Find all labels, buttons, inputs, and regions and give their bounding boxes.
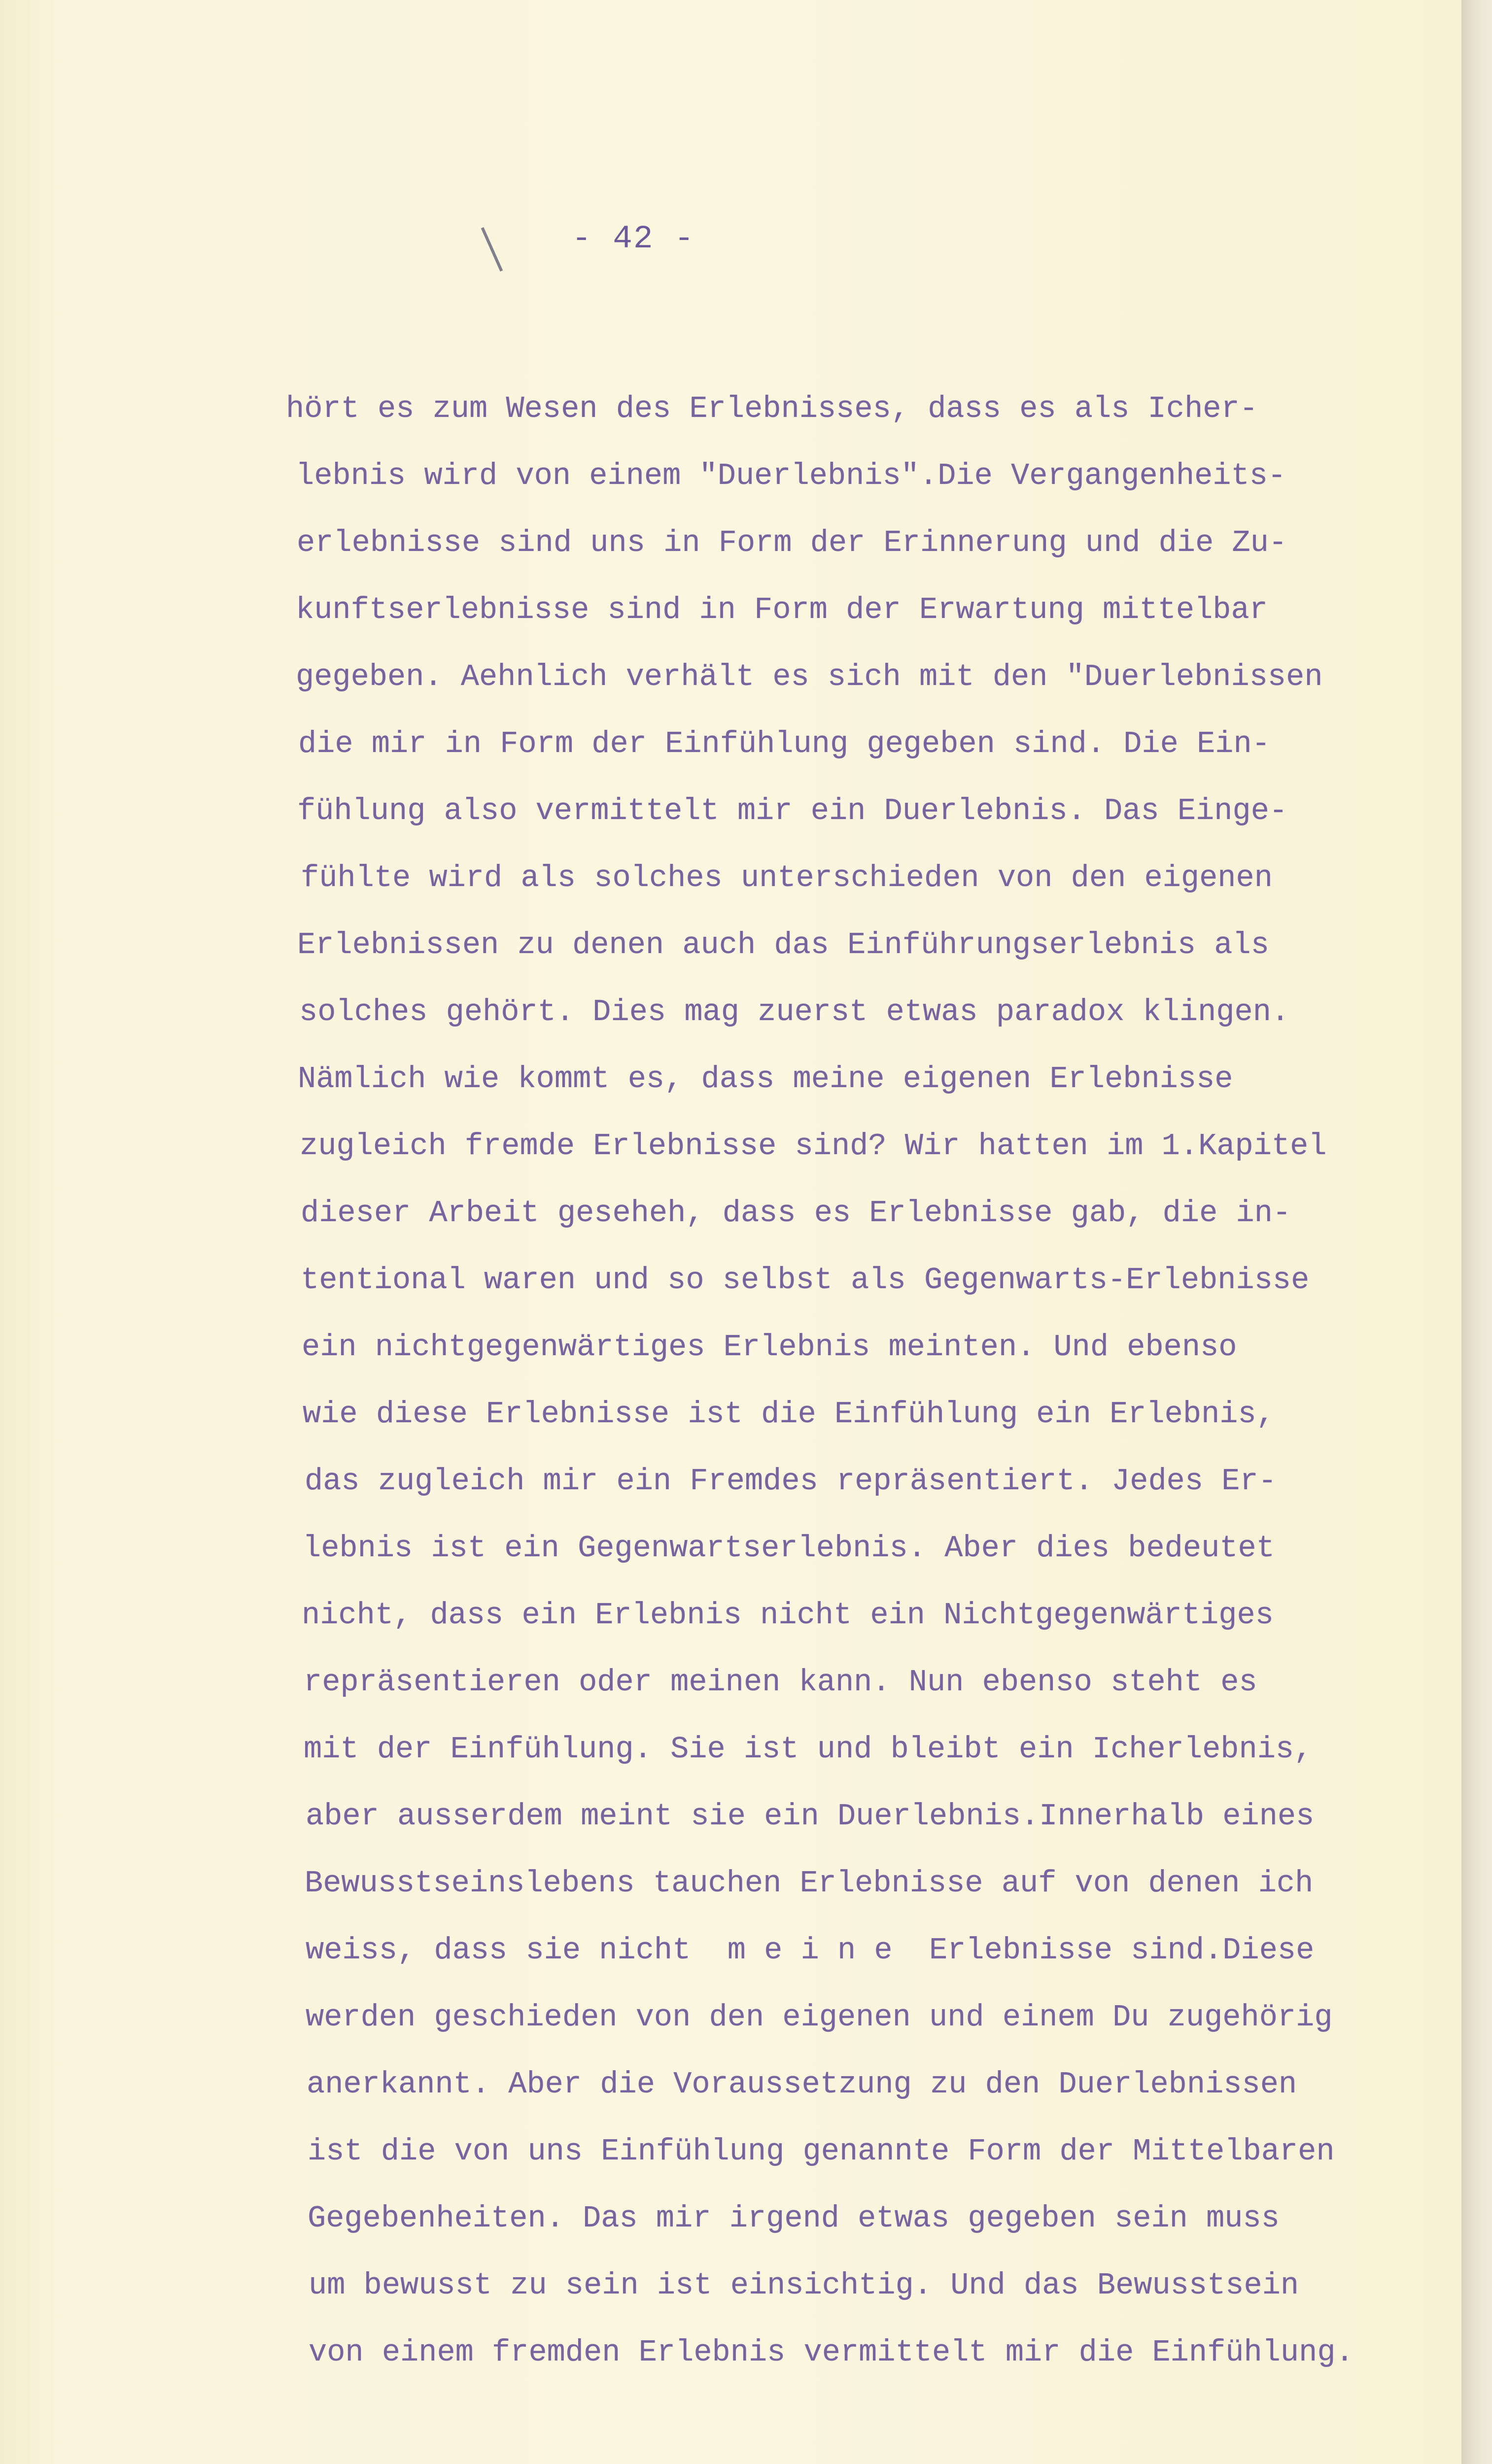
- text-line: lebnis wird von einem "Duerlebnis".Die Vergangenheits-: [296, 458, 1286, 493]
- text-line: die mir in Form der Einfühlung gegeben sind. Die Ein-: [298, 726, 1270, 761]
- text-line: Erlebnissen zu denen auch das Einführungserlebnis als: [297, 927, 1269, 962]
- page-number: - 42 -: [572, 220, 695, 257]
- text-line: aber ausserdem meint sie ein Duerlebnis.Innerhalb eines: [306, 1799, 1315, 1834]
- text-line: um bewusst zu sein ist einsichtig. Und das Bewusstsein: [309, 2268, 1299, 2303]
- text-line: Gegebenheiten. Das mir irgend etwas gegeben sein muss: [308, 2201, 1280, 2236]
- text-line: lebnis ist ein Gegenwartserlebnis. Aber dies bedeutet: [303, 1531, 1275, 1566]
- text-line: zugleich fremde Erlebnisse sind? Wir hatten im 1.Kapitel: [300, 1129, 1327, 1164]
- text-line: kunftserlebnisse sind in Form der Erwartung mittelbar: [296, 592, 1268, 627]
- text-line: erlebnisse sind uns in Form der Erinnerung und die Zu-: [297, 525, 1287, 560]
- text-line: mit der Einfühlung. Sie ist und bleibt ein Icherlebnis,: [304, 1732, 1313, 1767]
- text-line: Bewusstseinslebens tauchen Erlebnisse auf von denen ich: [305, 1866, 1314, 1901]
- text-line: ein nichtgegenwärtiges Erlebnis meinten. Und ebenso: [302, 1330, 1237, 1365]
- text-line: von einem fremden Erlebnis vermittelt mir die Einfühlung.: [309, 2335, 1354, 2370]
- text-line: gegeben. Aehnlich verhält es sich mit den "Duerlebnissen: [296, 659, 1323, 694]
- text-line: solches gehört. Dies mag zuerst etwas paradox klingen.: [299, 994, 1290, 1029]
- text-line: fühlung also vermittelt mir ein Duerlebnis. Das Einge-: [297, 793, 1288, 828]
- text-line: ist die von uns Einfühlung genannte Form der Mittelbaren: [308, 2134, 1335, 2169]
- text-line: das zugleich mir ein Fremdes repräsentiert. Jedes Er-: [305, 1464, 1277, 1499]
- text-line: Nämlich wie kommt es, dass meine eigenen Erlebnisse: [298, 1061, 1233, 1096]
- text-line: nicht, dass ein Erlebnis nicht ein Nichtgegenwärtiges: [302, 1598, 1274, 1633]
- text-line: anerkannt. Aber die Voraussetzung zu den Duerlebnissen: [307, 2067, 1297, 2102]
- text-line: werden geschieden von den eigenen und einem Du zugehörig: [306, 2000, 1333, 2035]
- pen-mark: [481, 227, 503, 272]
- text-line: repräsentieren oder meinen kann. Nun ebenso steht es: [304, 1665, 1257, 1700]
- text-line: hört es zum Wesen des Erlebnisses, dass es als Icher-: [286, 391, 1258, 426]
- text-line: fühlte wird als solches unterschieden von den eigenen: [301, 860, 1273, 895]
- text-line: dieser Arbeit geseheh, dass es Erlebnisse gab, die in-: [301, 1196, 1291, 1231]
- text-line: weiss, dass sie nicht m e i n e Erlebnisse sind.Diese: [306, 1933, 1315, 1968]
- page-edge-shadow: [1461, 0, 1492, 2464]
- text-line: tentional waren und so selbst als Gegenwarts-Erlebnisse: [301, 1263, 1310, 1298]
- text-line: wie diese Erlebnisse ist die Einfühlung ein Erlebnis,: [303, 1397, 1275, 1432]
